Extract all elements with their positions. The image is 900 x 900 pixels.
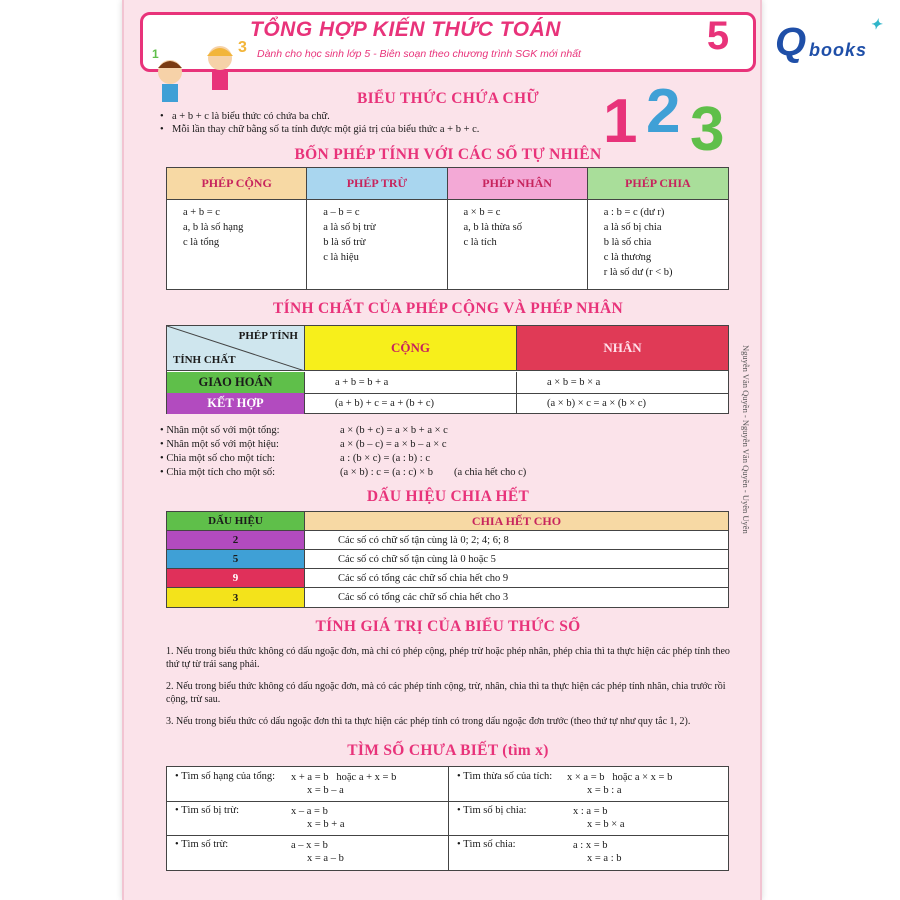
- commutative-mul: a × b = b × a: [547, 377, 601, 388]
- formula-key: Nhân một số với một tổng:: [166, 425, 280, 436]
- equation: x × a = b hoặc a × x = b: [567, 772, 673, 783]
- formula-row: • Nhân một số với một tổng: a × (b + c) = a × b + a × c: [160, 425, 448, 436]
- divisibility-row: [167, 569, 728, 588]
- section-title-numeric-expression: TÍNH GIÁ TRỊ CỦA BIỂU THỨC SỐ: [315, 618, 581, 635]
- formula-key: Chia một tích cho một số:: [166, 467, 276, 478]
- corner-top-label: PHÉP TÍNH: [238, 330, 298, 342]
- grade-badge: 5: [706, 14, 730, 58]
- formula-value: (a × b) : c = (a : c) × b (a chia hết cho c): [340, 467, 527, 478]
- find-label: • Tìm số chia:: [457, 839, 516, 850]
- divisibility-rule: Các số có chữ số tận cùng là 0 hoặc 5: [338, 553, 496, 565]
- divisor: 5: [167, 550, 305, 568]
- solution: x = b – a: [307, 785, 344, 796]
- rule-paragraph: 3. Nếu trong biểu thức có dấu ngoặc đơn thì ta thực hiện các phép tính có trong dấu ngoặc đơn trước (theo thứ tự như quy tắc 1, 2).: [166, 716, 691, 727]
- find-label: • Tìm số hạng của tổng:: [175, 771, 276, 782]
- cell-line: a : b = c (dư r): [603, 207, 665, 218]
- equation: x + a = b hoặc a + x = b: [291, 772, 397, 783]
- section-title-find-x: TÌM SỐ CHƯA BIẾT (tìm x): [347, 742, 549, 759]
- section-title-expression: BIỂU THỨC CHỨA CHỮ: [356, 90, 540, 107]
- cell-line: c là hiệu: [323, 252, 359, 263]
- cell-line: b là số trừ: [323, 237, 366, 248]
- formula-row: • Chia một tích cho một số: (a × b) : c = (a : c) × b (a chia hết cho c): [160, 467, 527, 478]
- header-mul: NHÂN: [517, 326, 728, 371]
- division-cell: [588, 200, 728, 289]
- solution: x = b : a: [587, 785, 622, 796]
- cell-line: c là thương: [603, 252, 652, 263]
- row-associative-label: KẾT HỢP: [167, 393, 305, 414]
- formula-value: a × (b – c) = a × b – a × c: [340, 439, 447, 450]
- divisibility-rule: Các số có chữ số tận cùng là 0; 2; 4; 6; 8: [338, 534, 509, 546]
- divisor: 3: [167, 588, 305, 607]
- divisibility-table: [166, 511, 729, 608]
- cell-line: b là số chia: [603, 237, 652, 248]
- cell-line: a, b là số hạng: [183, 222, 244, 233]
- divisibility-header-row: [167, 512, 728, 531]
- authors-credit: Nguyễn Văn Quyền - Nguyễn Văn Quyền - Uyên Uyên: [741, 345, 751, 534]
- formula-row: • Chia một số cho một tích: a : (b × c) = (a : b) : c: [160, 453, 430, 464]
- equation: a : x = b: [573, 840, 608, 851]
- svg-text:3: 3: [690, 95, 725, 162]
- associative-mul: (a × b) × c = a × (b × c): [547, 398, 646, 409]
- equation: a – x = b: [291, 840, 328, 851]
- expression-bullets: • a + b + c là biểu thức có chứa ba chữ. • Mỗi lần thay chữ bằng số ta tính được một giá trị của biểu thức a + b + c.: [160, 111, 480, 135]
- section-title-four-ops: BỐN PHÉP TÍNH VỚI CÁC SỐ TỰ NHIÊN: [294, 146, 602, 163]
- find-label: • Tìm số bị trừ:: [175, 805, 240, 816]
- distributive-formulas: [160, 424, 580, 480]
- svg-text:2: 2: [646, 77, 681, 146]
- equation: x – a = b: [291, 806, 328, 817]
- header-sign: DẤU HIỆU: [167, 512, 305, 530]
- corner-header: [167, 326, 305, 371]
- svg-text:1: 1: [603, 87, 638, 156]
- solution: x = a – b: [307, 853, 344, 864]
- svg-text:3: 3: [238, 39, 247, 56]
- sparkle-icon: ✦: [870, 16, 882, 32]
- cell-line: a + b = c: [183, 207, 220, 218]
- cell-line: a × b = c: [463, 207, 501, 218]
- multiplication-cell: [448, 200, 588, 289]
- find-label: • Tìm thừa số của tích:: [457, 771, 553, 782]
- rule-paragraph: 2. Nếu trong biểu thức không có dấu ngoặc đơn, mà có các phép tính cộng, trừ, nhân, chia thì ta thực hiện các phép tính nhân, chia trước rồi cộng, trừ sau.: [166, 681, 726, 705]
- bullet-text: Mỗi lần thay chữ bằng số ta tính được một giá trị của biểu thức a + b + c.: [172, 124, 480, 135]
- formula-value: a × (b + c) = a × b + a × c: [340, 425, 448, 436]
- cell-line: c là tích: [463, 237, 497, 248]
- formula-key: Chia một số cho một tích:: [166, 453, 276, 464]
- header-add: CỘNG: [305, 326, 517, 371]
- solution: x = b × a: [587, 819, 625, 830]
- solution: x = a : b: [587, 853, 622, 864]
- properties-table: [166, 325, 729, 414]
- bullet-text: a + b + c là biểu thức có chứa ba chữ.: [172, 111, 330, 122]
- header-divisible-by: CHIA HẾT CHO: [305, 512, 728, 530]
- divisor: 9: [167, 569, 305, 587]
- divisibility-rule: Các số có tổng các chữ số chia hết cho 3: [338, 592, 509, 603]
- cell-line: a – b = c: [323, 207, 360, 218]
- header-subtraction: PHÉP TRỪ: [307, 168, 447, 200]
- divisor: 2: [167, 531, 305, 549]
- logo-text: books: [809, 40, 868, 60]
- rule-paragraph: 1. Nếu trong biểu thức không có dấu ngoặc đơn, mà chỉ có phép cộng, phép trừ hoặc phép nhân, phép chia thì ta thực hiện các phép tính theo thứ tự từ trái sang phải.: [166, 646, 730, 670]
- formula-row: • Nhân một số với một hiệu: a × (b – c) = a × b – a × c: [160, 439, 447, 450]
- cell-line: c là tổng: [183, 237, 220, 248]
- logo-letter: Q: [775, 20, 807, 64]
- commutative-add: a + b = b + a: [305, 372, 517, 393]
- cell-line: a, b là thừa số: [463, 222, 522, 233]
- find-label: • Tìm số bị chia:: [457, 805, 527, 816]
- divisibility-row: [167, 531, 728, 550]
- main-title: TỔNG HỢP KIẾN THỨC TOÁN: [250, 18, 561, 41]
- cell-line: a là số bị chia: [603, 222, 662, 233]
- equation: x : a = b: [573, 806, 608, 817]
- addition-cell: [167, 200, 307, 289]
- find-label: • Tìm số trừ:: [175, 839, 229, 850]
- section-title-properties: TÍNH CHẤT CỦA PHÉP CỘNG VÀ PHÉP NHÂN: [273, 300, 623, 317]
- svg-text:1: 1: [152, 47, 159, 61]
- cell-line: a là số bị trừ: [323, 222, 376, 233]
- find-x-table: [166, 766, 729, 871]
- divisibility-row: [167, 588, 728, 607]
- header-multiplication: PHÉP NHÂN: [448, 168, 588, 200]
- divisibility-row: [167, 550, 728, 569]
- formula-key: Nhân một số với một hiệu:: [166, 439, 279, 450]
- header-addition: PHÉP CỘNG: [167, 168, 307, 200]
- associative-add: (a + b) + c = a + (b + c): [305, 393, 517, 414]
- divisibility-rule: Các số có tổng các chữ số chia hết cho 9: [338, 572, 509, 584]
- cell-line: r là số dư (r < b): [603, 267, 673, 278]
- subtitle: Dành cho học sinh lớp 5 - Biên soạn theo chương trình SGK mới nhất: [257, 48, 581, 60]
- row-commutative-label: GIAO HOÁN: [167, 372, 305, 393]
- solution: x = b + a: [307, 819, 345, 830]
- header-division: PHÉP CHIA: [588, 168, 728, 200]
- qbooks-logo: [775, 16, 890, 65]
- corner-bottom-label: TÍNH CHẤT: [173, 354, 236, 366]
- formula-value: a : (b × c) = (a : b) : c: [340, 453, 430, 464]
- subtraction-cell: [307, 200, 447, 289]
- four-operations-table: [166, 167, 729, 290]
- section-title-divisibility: DẤU HIỆU CHIA HẾT: [366, 488, 530, 505]
